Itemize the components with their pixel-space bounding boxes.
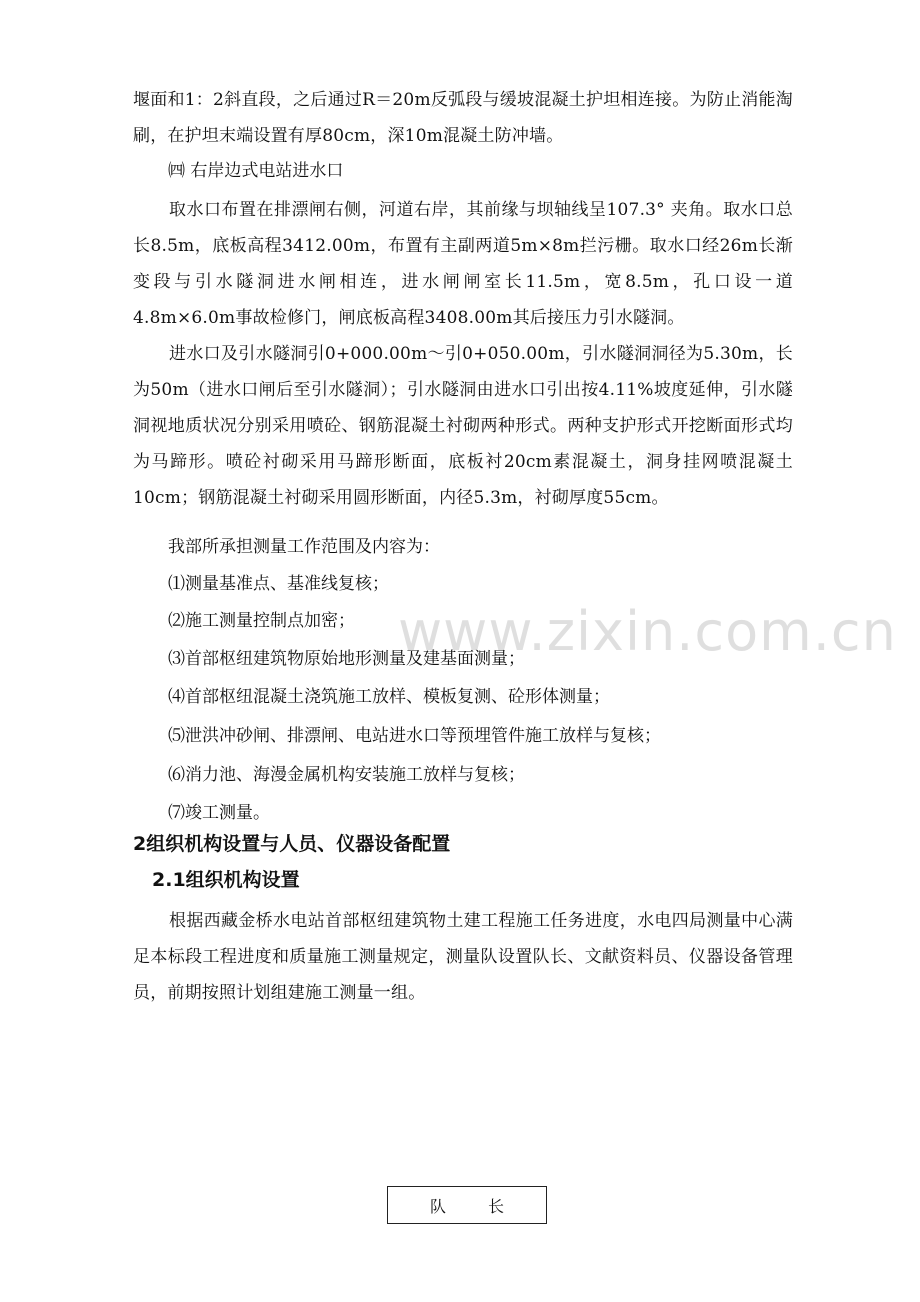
paragraph-organization: 根据西藏金桥水电站首部枢纽建筑物土建工程施工任务进度，水电四局测量中心满足本标段工程进度和质量施工测量规定，测量队设置队长、文献资料员、仪器设备管理员，前期按照计划组建施工测量一组。 bbox=[133, 911, 793, 1003]
watermark: www.zixin.com.cn bbox=[398, 600, 897, 663]
subsection-title-intake: ㈣ 右岸边式电站进水口 bbox=[168, 161, 344, 181]
scope-item: ⑹消力池、海漫金属机构安装施工放样与复核； bbox=[168, 765, 525, 785]
paragraph-tunnel: 进水口及引水隧洞引0+000.00m～引0+050.00m，引水隧洞洞径为5.30m，长为50m（进水口闸后至引水隧洞）；引水隧洞由进水口引出按4.11%坡度延伸，引水隧洞视地质状况分别采用喷砼、钢筋混凝土衬砌两种形式。两种支护形式开挖断面形式均为马蹄形。喷砼衬砌采用马蹄形断面，底板衬20cm素混凝土，洞身挂网喷混凝土10cm；钢筋混凝土衬砌采用圆形断面，内径5.3m，衬砌厚度55cm。 bbox=[133, 344, 793, 508]
org-chart-team-leader-box: 队长 bbox=[387, 1186, 547, 1224]
paragraph-spillway-end: 堰面和1：2斜直段，之后通过R＝20m反弧段与缓坡混凝土护坦相连接。为防止消能淘刷，在护坦末端设置有厚80cm，深10m混凝土防冲墙。 bbox=[133, 90, 793, 146]
scope-item: ⑺竣工测量。 bbox=[168, 803, 270, 823]
scope-item: ⑸泄洪冲砂闸、排漂闸、电站进水口等预埋管件施工放样与复核； bbox=[168, 726, 661, 746]
scope-item: ⑴测量基准点、基准线复核； bbox=[168, 574, 389, 594]
subsection-heading: 2.1组织机构设置 bbox=[152, 869, 300, 891]
section-heading: 2组织机构设置与人员、仪器设备配置 bbox=[133, 833, 451, 855]
scope-item: ⑶首部枢纽建筑物原始地形测量及建基面测量； bbox=[168, 649, 525, 669]
paragraph-scope-intro: 我部所承担测量工作范围及内容为： bbox=[168, 537, 440, 557]
scope-item: ⑷首部枢纽混凝土浇筑施工放样、模板复测、砼形体测量； bbox=[168, 687, 610, 707]
paragraph-intake-layout: 取水口布置在排漂闸右侧，河道右岸，其前缘与坝轴线呈107.3° 夹角。取水口总长8.5m，底板高程3412.00m，布置有主副两道5m×8m拦污栅。取水口经26m长渐变段与引水隧洞进水闸相连，进水闸闸室长11.5m，宽8.5m，孔口设一道4.8m×6.0m事故检修门，闸底板高程3408.00m其后接压力引水隧洞。 bbox=[133, 200, 793, 328]
scope-item: ⑵施工测量控制点加密； bbox=[168, 611, 355, 631]
